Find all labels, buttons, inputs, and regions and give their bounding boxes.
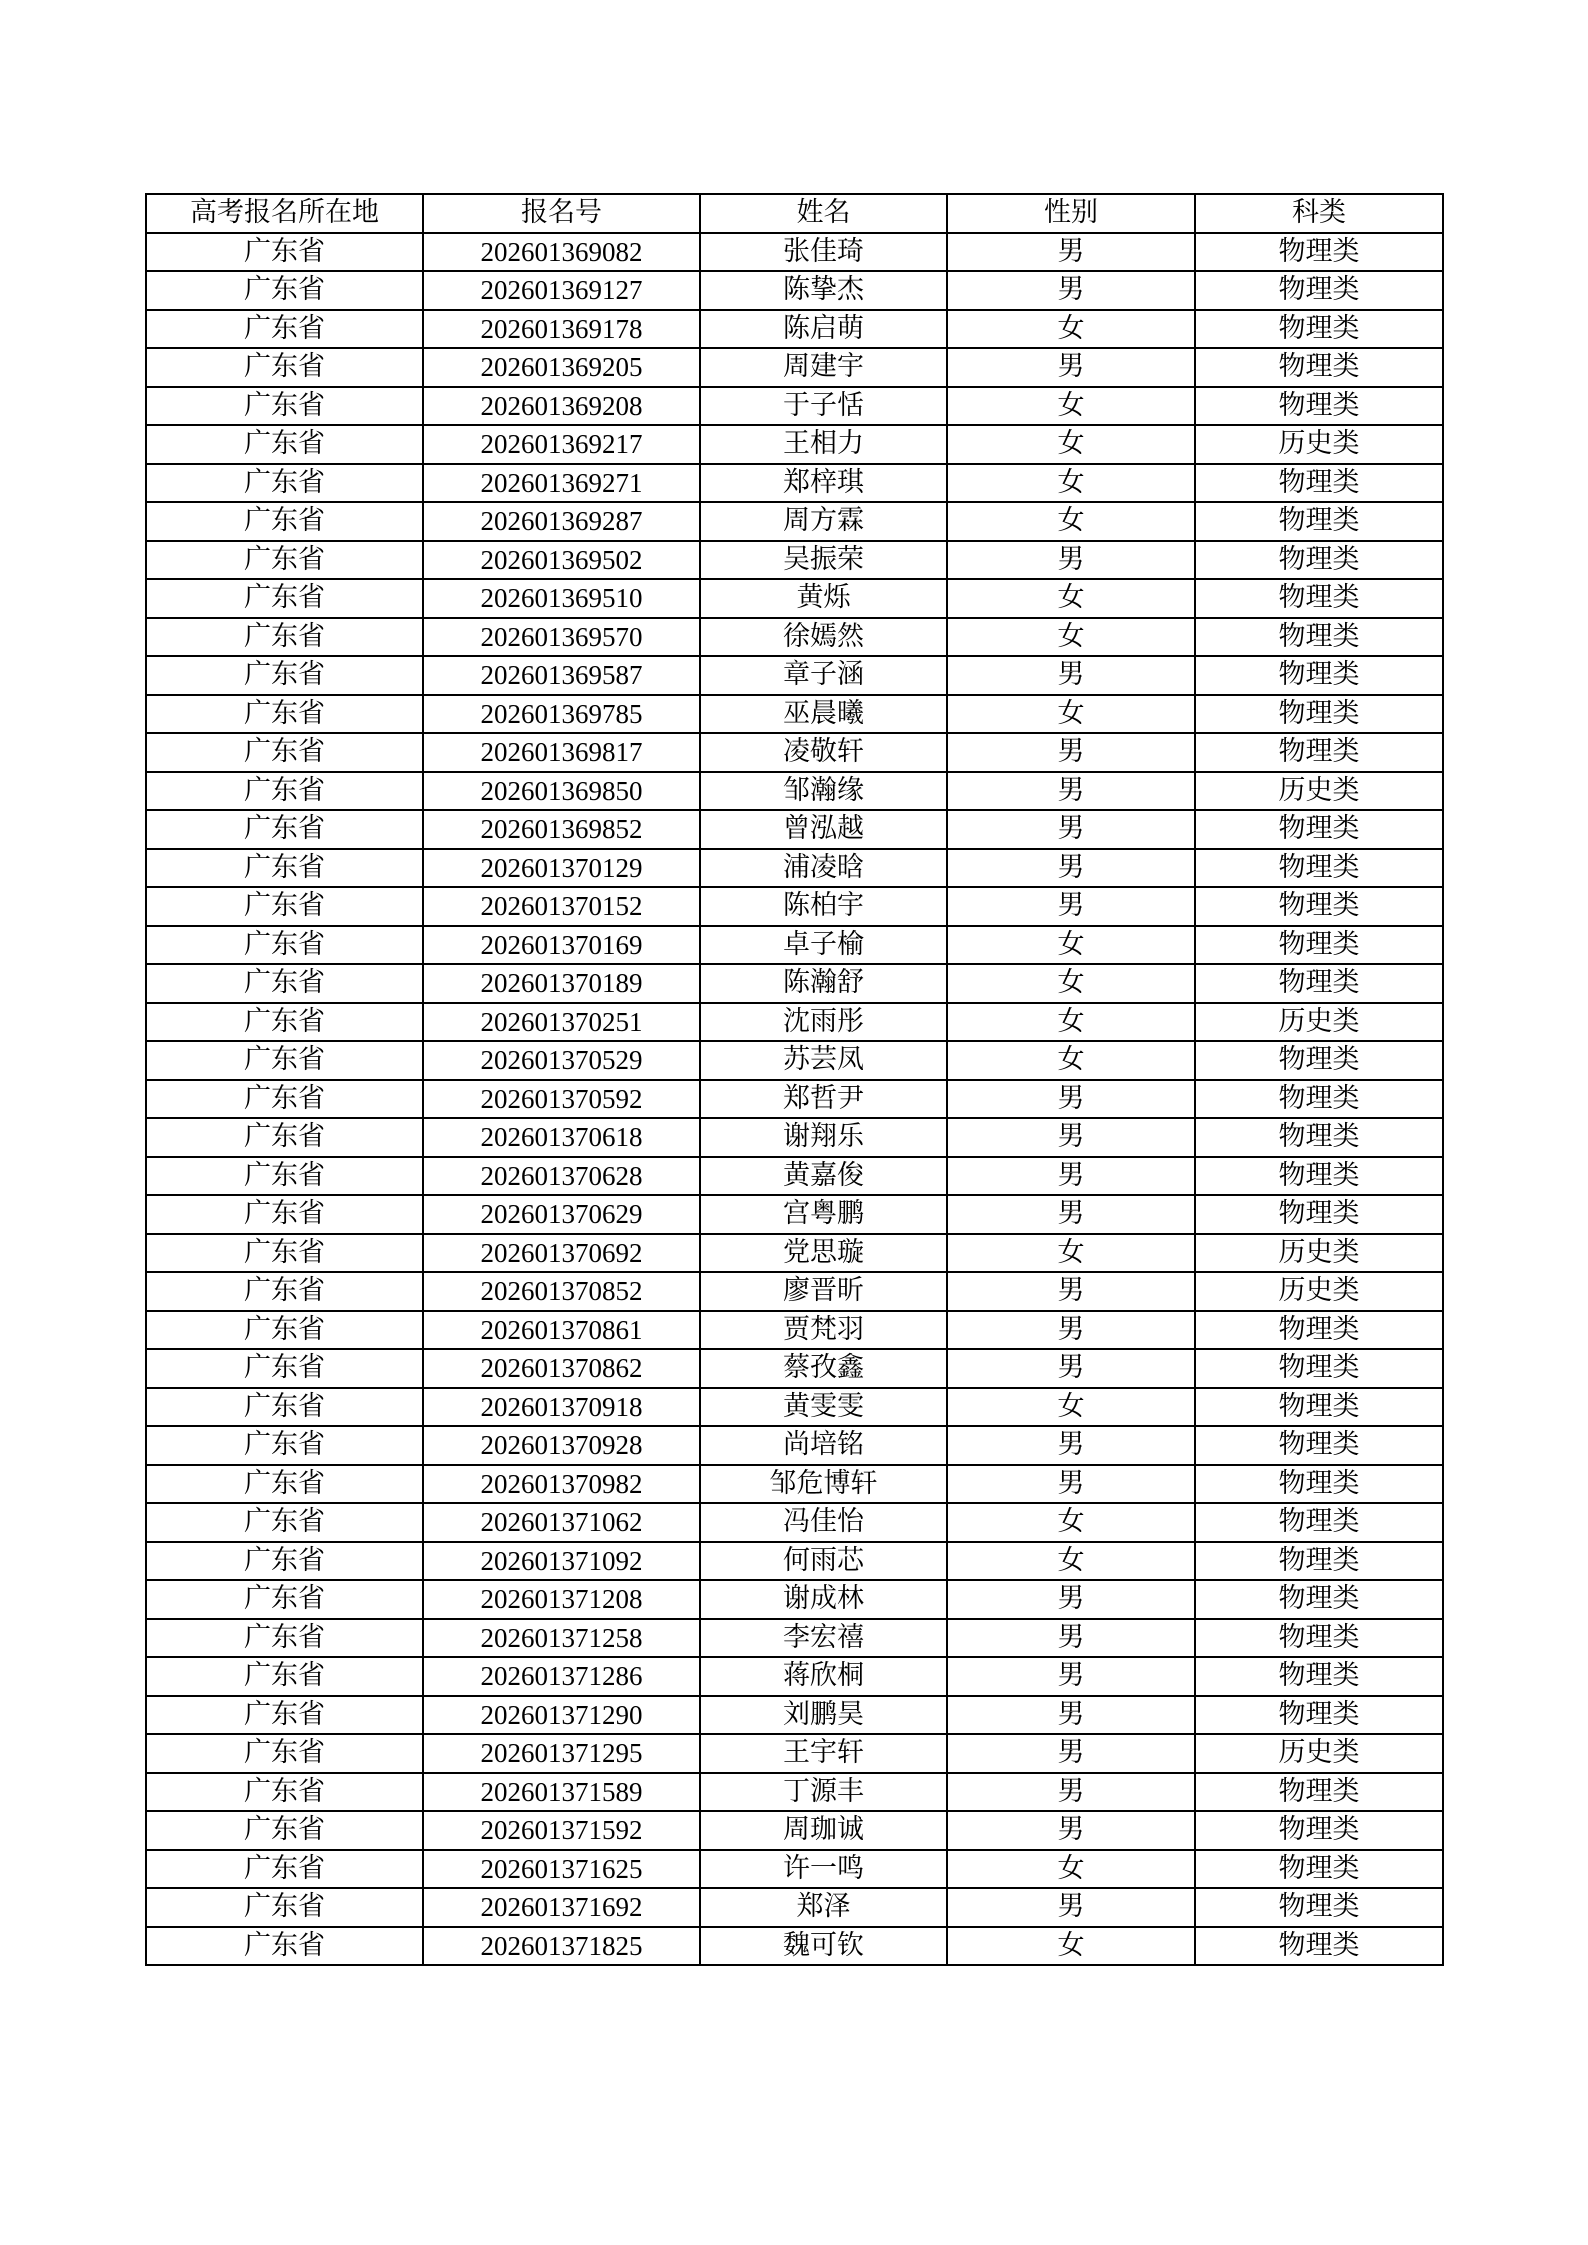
cell-location: 广东省 bbox=[146, 1349, 423, 1388]
cell-registration-number: 202601370861 bbox=[423, 1311, 700, 1350]
cell-registration-number: 202601369178 bbox=[423, 310, 700, 349]
cell-subject-category: 历史类 bbox=[1195, 1272, 1443, 1311]
cell-registration-number: 202601370852 bbox=[423, 1272, 700, 1311]
cell-gender: 男 bbox=[947, 1426, 1195, 1465]
cell-location: 广东省 bbox=[146, 271, 423, 310]
cell-gender: 女 bbox=[947, 502, 1195, 541]
cell-registration-number: 202601369271 bbox=[423, 464, 700, 503]
table-row bbox=[146, 1811, 1443, 1850]
table-row bbox=[146, 1734, 1443, 1773]
table-row bbox=[146, 618, 1443, 657]
cell-subject-category: 物理类 bbox=[1195, 656, 1443, 695]
cell-registration-number: 202601369852 bbox=[423, 810, 700, 849]
table-row bbox=[146, 926, 1443, 965]
table-row bbox=[146, 233, 1443, 272]
table-row bbox=[146, 1580, 1443, 1619]
cell-subject-category: 物理类 bbox=[1195, 964, 1443, 1003]
cell-name: 周方霖 bbox=[700, 502, 947, 541]
cell-location: 广东省 bbox=[146, 1234, 423, 1273]
cell-name: 何雨芯 bbox=[700, 1542, 947, 1581]
cell-registration-number: 202601371258 bbox=[423, 1619, 700, 1658]
cell-location: 广东省 bbox=[146, 1503, 423, 1542]
table-row bbox=[146, 1234, 1443, 1273]
cell-subject-category: 物理类 bbox=[1195, 310, 1443, 349]
cell-subject-category: 物理类 bbox=[1195, 1426, 1443, 1465]
cell-gender: 男 bbox=[947, 1311, 1195, 1350]
cell-gender: 女 bbox=[947, 579, 1195, 618]
cell-gender: 女 bbox=[947, 1927, 1195, 1966]
cell-location: 广东省 bbox=[146, 1195, 423, 1234]
cell-registration-number: 202601371589 bbox=[423, 1773, 700, 1812]
header-row bbox=[146, 194, 1443, 233]
table-row bbox=[146, 1195, 1443, 1234]
cell-location: 广东省 bbox=[146, 387, 423, 426]
cell-subject-category: 物理类 bbox=[1195, 618, 1443, 657]
cell-registration-number: 202601370629 bbox=[423, 1195, 700, 1234]
cell-name: 党思璇 bbox=[700, 1234, 947, 1273]
cell-name: 郑梓琪 bbox=[700, 464, 947, 503]
cell-subject-category: 物理类 bbox=[1195, 1811, 1443, 1850]
cell-registration-number: 202601370189 bbox=[423, 964, 700, 1003]
cell-location: 广东省 bbox=[146, 502, 423, 541]
cell-subject-category: 物理类 bbox=[1195, 1580, 1443, 1619]
table-row bbox=[146, 1850, 1443, 1889]
header-gender: 性别 bbox=[947, 194, 1195, 233]
cell-location: 广东省 bbox=[146, 425, 423, 464]
cell-subject-category: 物理类 bbox=[1195, 1696, 1443, 1735]
cell-name: 徐嫣然 bbox=[700, 618, 947, 657]
table-row bbox=[146, 1619, 1443, 1658]
cell-name: 魏可钦 bbox=[700, 1927, 947, 1966]
table-row bbox=[146, 810, 1443, 849]
cell-location: 广东省 bbox=[146, 541, 423, 580]
cell-name: 王相力 bbox=[700, 425, 947, 464]
cell-location: 广东省 bbox=[146, 1080, 423, 1119]
cell-registration-number: 202601370152 bbox=[423, 887, 700, 926]
cell-location: 广东省 bbox=[146, 579, 423, 618]
cell-subject-category: 物理类 bbox=[1195, 887, 1443, 926]
cell-subject-category: 历史类 bbox=[1195, 772, 1443, 811]
cell-name: 陈启萌 bbox=[700, 310, 947, 349]
cell-location: 广东省 bbox=[146, 310, 423, 349]
header-registration-number: 报名号 bbox=[423, 194, 700, 233]
table-row bbox=[146, 1003, 1443, 1042]
cell-subject-category: 物理类 bbox=[1195, 1349, 1443, 1388]
table-row bbox=[146, 387, 1443, 426]
table-row bbox=[146, 425, 1443, 464]
cell-subject-category: 物理类 bbox=[1195, 1773, 1443, 1812]
table-header bbox=[146, 194, 1443, 233]
cell-gender: 男 bbox=[947, 1272, 1195, 1311]
table-row bbox=[146, 733, 1443, 772]
cell-registration-number: 202601371286 bbox=[423, 1657, 700, 1696]
cell-name: 李宏禧 bbox=[700, 1619, 947, 1658]
cell-subject-category: 物理类 bbox=[1195, 1503, 1443, 1542]
table-row bbox=[146, 464, 1443, 503]
table-row bbox=[146, 541, 1443, 580]
cell-location: 广东省 bbox=[146, 772, 423, 811]
cell-name: 谢翔乐 bbox=[700, 1118, 947, 1157]
cell-location: 广东省 bbox=[146, 810, 423, 849]
cell-name: 陈瀚舒 bbox=[700, 964, 947, 1003]
table-row bbox=[146, 1041, 1443, 1080]
cell-subject-category: 物理类 bbox=[1195, 464, 1443, 503]
cell-registration-number: 202601369287 bbox=[423, 502, 700, 541]
cell-registration-number: 202601370251 bbox=[423, 1003, 700, 1042]
cell-registration-number: 202601369217 bbox=[423, 425, 700, 464]
cell-name: 吴振荣 bbox=[700, 541, 947, 580]
cell-gender: 女 bbox=[947, 1503, 1195, 1542]
cell-registration-number: 202601369587 bbox=[423, 656, 700, 695]
cell-location: 广东省 bbox=[146, 1657, 423, 1696]
cell-name: 许一鸣 bbox=[700, 1850, 947, 1889]
cell-name: 蔡孜鑫 bbox=[700, 1349, 947, 1388]
cell-name: 于子恬 bbox=[700, 387, 947, 426]
cell-location: 广东省 bbox=[146, 1927, 423, 1966]
cell-location: 广东省 bbox=[146, 1118, 423, 1157]
cell-gender: 女 bbox=[947, 425, 1195, 464]
cell-registration-number: 202601369785 bbox=[423, 695, 700, 734]
table-row bbox=[146, 772, 1443, 811]
cell-subject-category: 物理类 bbox=[1195, 348, 1443, 387]
cell-registration-number: 202601371062 bbox=[423, 1503, 700, 1542]
cell-registration-number: 202601370918 bbox=[423, 1388, 700, 1427]
header-subject-category: 科类 bbox=[1195, 194, 1443, 233]
cell-gender: 女 bbox=[947, 618, 1195, 657]
cell-name: 卓子榆 bbox=[700, 926, 947, 965]
cell-gender: 男 bbox=[947, 1811, 1195, 1850]
cell-subject-category: 物理类 bbox=[1195, 541, 1443, 580]
cell-gender: 男 bbox=[947, 1118, 1195, 1157]
cell-location: 广东省 bbox=[146, 733, 423, 772]
cell-location: 广东省 bbox=[146, 618, 423, 657]
cell-registration-number: 202601370862 bbox=[423, 1349, 700, 1388]
cell-subject-category: 历史类 bbox=[1195, 1003, 1443, 1042]
cell-gender: 女 bbox=[947, 926, 1195, 965]
cell-subject-category: 历史类 bbox=[1195, 425, 1443, 464]
cell-location: 广东省 bbox=[146, 964, 423, 1003]
cell-gender: 男 bbox=[947, 1888, 1195, 1927]
cell-gender: 男 bbox=[947, 1773, 1195, 1812]
cell-subject-category: 物理类 bbox=[1195, 1118, 1443, 1157]
cell-subject-category: 历史类 bbox=[1195, 1734, 1443, 1773]
cell-name: 邹瀚缘 bbox=[700, 772, 947, 811]
cell-name: 冯佳怡 bbox=[700, 1503, 947, 1542]
cell-location: 广东省 bbox=[146, 1157, 423, 1196]
cell-name: 王宇轩 bbox=[700, 1734, 947, 1773]
cell-subject-category: 物理类 bbox=[1195, 233, 1443, 272]
cell-registration-number: 202601370928 bbox=[423, 1426, 700, 1465]
cell-subject-category: 物理类 bbox=[1195, 1927, 1443, 1966]
table-row bbox=[146, 1426, 1443, 1465]
table-row bbox=[146, 1503, 1443, 1542]
cell-gender: 女 bbox=[947, 695, 1195, 734]
cell-subject-category: 物理类 bbox=[1195, 387, 1443, 426]
cell-registration-number: 202601371825 bbox=[423, 1927, 700, 1966]
cell-gender: 男 bbox=[947, 1195, 1195, 1234]
cell-registration-number: 202601369850 bbox=[423, 772, 700, 811]
cell-registration-number: 202601370982 bbox=[423, 1465, 700, 1504]
table-row bbox=[146, 1311, 1443, 1350]
table-row bbox=[146, 1080, 1443, 1119]
cell-subject-category: 物理类 bbox=[1195, 1080, 1443, 1119]
cell-name: 宫粤鹏 bbox=[700, 1195, 947, 1234]
table-row bbox=[146, 1157, 1443, 1196]
cell-registration-number: 202601369205 bbox=[423, 348, 700, 387]
cell-gender: 男 bbox=[947, 348, 1195, 387]
table-row bbox=[146, 1388, 1443, 1427]
cell-name: 尚培铭 bbox=[700, 1426, 947, 1465]
cell-location: 广东省 bbox=[146, 887, 423, 926]
cell-location: 广东省 bbox=[146, 1272, 423, 1311]
cell-location: 广东省 bbox=[146, 1388, 423, 1427]
cell-location: 广东省 bbox=[146, 849, 423, 888]
cell-name: 黄嘉俊 bbox=[700, 1157, 947, 1196]
table-row bbox=[146, 1465, 1443, 1504]
header-location: 高考报名所在地 bbox=[146, 194, 423, 233]
table-row bbox=[146, 849, 1443, 888]
cell-registration-number: 202601371290 bbox=[423, 1696, 700, 1735]
cell-name: 曾泓越 bbox=[700, 810, 947, 849]
cell-location: 广东省 bbox=[146, 1734, 423, 1773]
cell-gender: 女 bbox=[947, 310, 1195, 349]
cell-location: 广东省 bbox=[146, 1542, 423, 1581]
cell-registration-number: 202601370592 bbox=[423, 1080, 700, 1119]
table-row bbox=[146, 887, 1443, 926]
cell-registration-number: 202601370129 bbox=[423, 849, 700, 888]
cell-registration-number: 202601371295 bbox=[423, 1734, 700, 1773]
table-row bbox=[146, 1118, 1443, 1157]
cell-subject-category: 历史类 bbox=[1195, 1234, 1443, 1273]
cell-name: 巫晨曦 bbox=[700, 695, 947, 734]
cell-subject-category: 物理类 bbox=[1195, 1157, 1443, 1196]
cell-location: 广东省 bbox=[146, 1888, 423, 1927]
cell-name: 刘鹏昊 bbox=[700, 1696, 947, 1735]
cell-registration-number: 202601371592 bbox=[423, 1811, 700, 1850]
table-row bbox=[146, 1696, 1443, 1735]
cell-location: 广东省 bbox=[146, 1696, 423, 1735]
cell-subject-category: 物理类 bbox=[1195, 1657, 1443, 1696]
cell-registration-number: 202601371625 bbox=[423, 1850, 700, 1889]
roster-table bbox=[145, 193, 1444, 1966]
cell-gender: 男 bbox=[947, 733, 1195, 772]
cell-name: 沈雨彤 bbox=[700, 1003, 947, 1042]
cell-name: 郑泽 bbox=[700, 1888, 947, 1927]
cell-location: 广东省 bbox=[146, 1580, 423, 1619]
cell-registration-number: 202601371208 bbox=[423, 1580, 700, 1619]
cell-gender: 男 bbox=[947, 1580, 1195, 1619]
cell-registration-number: 202601371092 bbox=[423, 1542, 700, 1581]
cell-location: 广东省 bbox=[146, 695, 423, 734]
cell-location: 广东省 bbox=[146, 1850, 423, 1889]
cell-gender: 男 bbox=[947, 772, 1195, 811]
table-row bbox=[146, 1542, 1443, 1581]
cell-name: 苏芸凤 bbox=[700, 1041, 947, 1080]
table-row bbox=[146, 1349, 1443, 1388]
table-row bbox=[146, 1927, 1443, 1966]
cell-subject-category: 物理类 bbox=[1195, 271, 1443, 310]
cell-registration-number: 202601370618 bbox=[423, 1118, 700, 1157]
table-row bbox=[146, 1773, 1443, 1812]
cell-gender: 男 bbox=[947, 1657, 1195, 1696]
cell-name: 丁源丰 bbox=[700, 1773, 947, 1812]
cell-gender: 女 bbox=[947, 1234, 1195, 1273]
cell-gender: 男 bbox=[947, 656, 1195, 695]
cell-gender: 男 bbox=[947, 1157, 1195, 1196]
cell-name: 凌敬轩 bbox=[700, 733, 947, 772]
cell-name: 邹危博轩 bbox=[700, 1465, 947, 1504]
cell-gender: 男 bbox=[947, 887, 1195, 926]
cell-gender: 男 bbox=[947, 849, 1195, 888]
cell-name: 黄烁 bbox=[700, 579, 947, 618]
cell-subject-category: 物理类 bbox=[1195, 1388, 1443, 1427]
cell-name: 陈挚杰 bbox=[700, 271, 947, 310]
header-name: 姓名 bbox=[700, 194, 947, 233]
cell-gender: 男 bbox=[947, 1080, 1195, 1119]
cell-location: 广东省 bbox=[146, 1773, 423, 1812]
cell-name: 周建宇 bbox=[700, 348, 947, 387]
cell-gender: 女 bbox=[947, 1041, 1195, 1080]
cell-gender: 女 bbox=[947, 387, 1195, 426]
cell-gender: 女 bbox=[947, 964, 1195, 1003]
cell-location: 广东省 bbox=[146, 656, 423, 695]
table-row bbox=[146, 579, 1443, 618]
table-row bbox=[146, 1657, 1443, 1696]
cell-subject-category: 物理类 bbox=[1195, 1888, 1443, 1927]
cell-location: 广东省 bbox=[146, 464, 423, 503]
cell-name: 贾梵羽 bbox=[700, 1311, 947, 1350]
cell-name: 黄雯雯 bbox=[700, 1388, 947, 1427]
cell-subject-category: 物理类 bbox=[1195, 579, 1443, 618]
cell-location: 广东省 bbox=[146, 1465, 423, 1504]
cell-subject-category: 物理类 bbox=[1195, 849, 1443, 888]
cell-gender: 男 bbox=[947, 1619, 1195, 1658]
cell-location: 广东省 bbox=[146, 1619, 423, 1658]
cell-registration-number: 202601369127 bbox=[423, 271, 700, 310]
cell-registration-number: 202601370169 bbox=[423, 926, 700, 965]
cell-subject-category: 物理类 bbox=[1195, 733, 1443, 772]
cell-name: 张佳琦 bbox=[700, 233, 947, 272]
cell-registration-number: 202601369817 bbox=[423, 733, 700, 772]
cell-registration-number: 202601370529 bbox=[423, 1041, 700, 1080]
cell-subject-category: 物理类 bbox=[1195, 1465, 1443, 1504]
cell-location: 广东省 bbox=[146, 1003, 423, 1042]
table-row bbox=[146, 964, 1443, 1003]
cell-gender: 女 bbox=[947, 1003, 1195, 1042]
cell-registration-number: 202601369082 bbox=[423, 233, 700, 272]
cell-gender: 男 bbox=[947, 1734, 1195, 1773]
cell-name: 廖晋昕 bbox=[700, 1272, 947, 1311]
table-row bbox=[146, 348, 1443, 387]
cell-registration-number: 202601370692 bbox=[423, 1234, 700, 1273]
cell-name: 浦凌晗 bbox=[700, 849, 947, 888]
cell-location: 广东省 bbox=[146, 1311, 423, 1350]
cell-name: 蒋欣桐 bbox=[700, 1657, 947, 1696]
cell-subject-category: 物理类 bbox=[1195, 1542, 1443, 1581]
table-row bbox=[146, 271, 1443, 310]
cell-location: 广东省 bbox=[146, 926, 423, 965]
cell-subject-category: 物理类 bbox=[1195, 810, 1443, 849]
cell-subject-category: 物理类 bbox=[1195, 1195, 1443, 1234]
cell-subject-category: 物理类 bbox=[1195, 502, 1443, 541]
cell-gender: 男 bbox=[947, 1696, 1195, 1735]
cell-location: 广东省 bbox=[146, 1426, 423, 1465]
cell-name: 谢成林 bbox=[700, 1580, 947, 1619]
cell-name: 郑哲尹 bbox=[700, 1080, 947, 1119]
cell-location: 广东省 bbox=[146, 233, 423, 272]
cell-location: 广东省 bbox=[146, 348, 423, 387]
cell-subject-category: 物理类 bbox=[1195, 1619, 1443, 1658]
table-row bbox=[146, 1888, 1443, 1927]
cell-gender: 男 bbox=[947, 1349, 1195, 1388]
cell-name: 周珈诚 bbox=[700, 1811, 947, 1850]
cell-gender: 女 bbox=[947, 1542, 1195, 1581]
cell-gender: 男 bbox=[947, 271, 1195, 310]
cell-name: 章子涵 bbox=[700, 656, 947, 695]
cell-registration-number: 202601369208 bbox=[423, 387, 700, 426]
cell-registration-number: 202601369502 bbox=[423, 541, 700, 580]
cell-gender: 男 bbox=[947, 541, 1195, 580]
cell-gender: 女 bbox=[947, 464, 1195, 503]
cell-name: 陈柏宇 bbox=[700, 887, 947, 926]
cell-registration-number: 202601369510 bbox=[423, 579, 700, 618]
cell-subject-category: 物理类 bbox=[1195, 926, 1443, 965]
cell-gender: 女 bbox=[947, 1388, 1195, 1427]
cell-gender: 男 bbox=[947, 233, 1195, 272]
cell-gender: 男 bbox=[947, 1465, 1195, 1504]
cell-gender: 男 bbox=[947, 810, 1195, 849]
cell-subject-category: 物理类 bbox=[1195, 1311, 1443, 1350]
table-row bbox=[146, 695, 1443, 734]
cell-location: 广东省 bbox=[146, 1811, 423, 1850]
cell-location: 广东省 bbox=[146, 1041, 423, 1080]
cell-registration-number: 202601371692 bbox=[423, 1888, 700, 1927]
cell-registration-number: 202601369570 bbox=[423, 618, 700, 657]
table-row bbox=[146, 656, 1443, 695]
cell-subject-category: 物理类 bbox=[1195, 1850, 1443, 1889]
cell-gender: 女 bbox=[947, 1850, 1195, 1889]
table-body bbox=[146, 233, 1443, 1966]
table-row bbox=[146, 502, 1443, 541]
table-row bbox=[146, 1272, 1443, 1311]
cell-subject-category: 物理类 bbox=[1195, 695, 1443, 734]
cell-registration-number: 202601370628 bbox=[423, 1157, 700, 1196]
cell-subject-category: 物理类 bbox=[1195, 1041, 1443, 1080]
table-row bbox=[146, 310, 1443, 349]
